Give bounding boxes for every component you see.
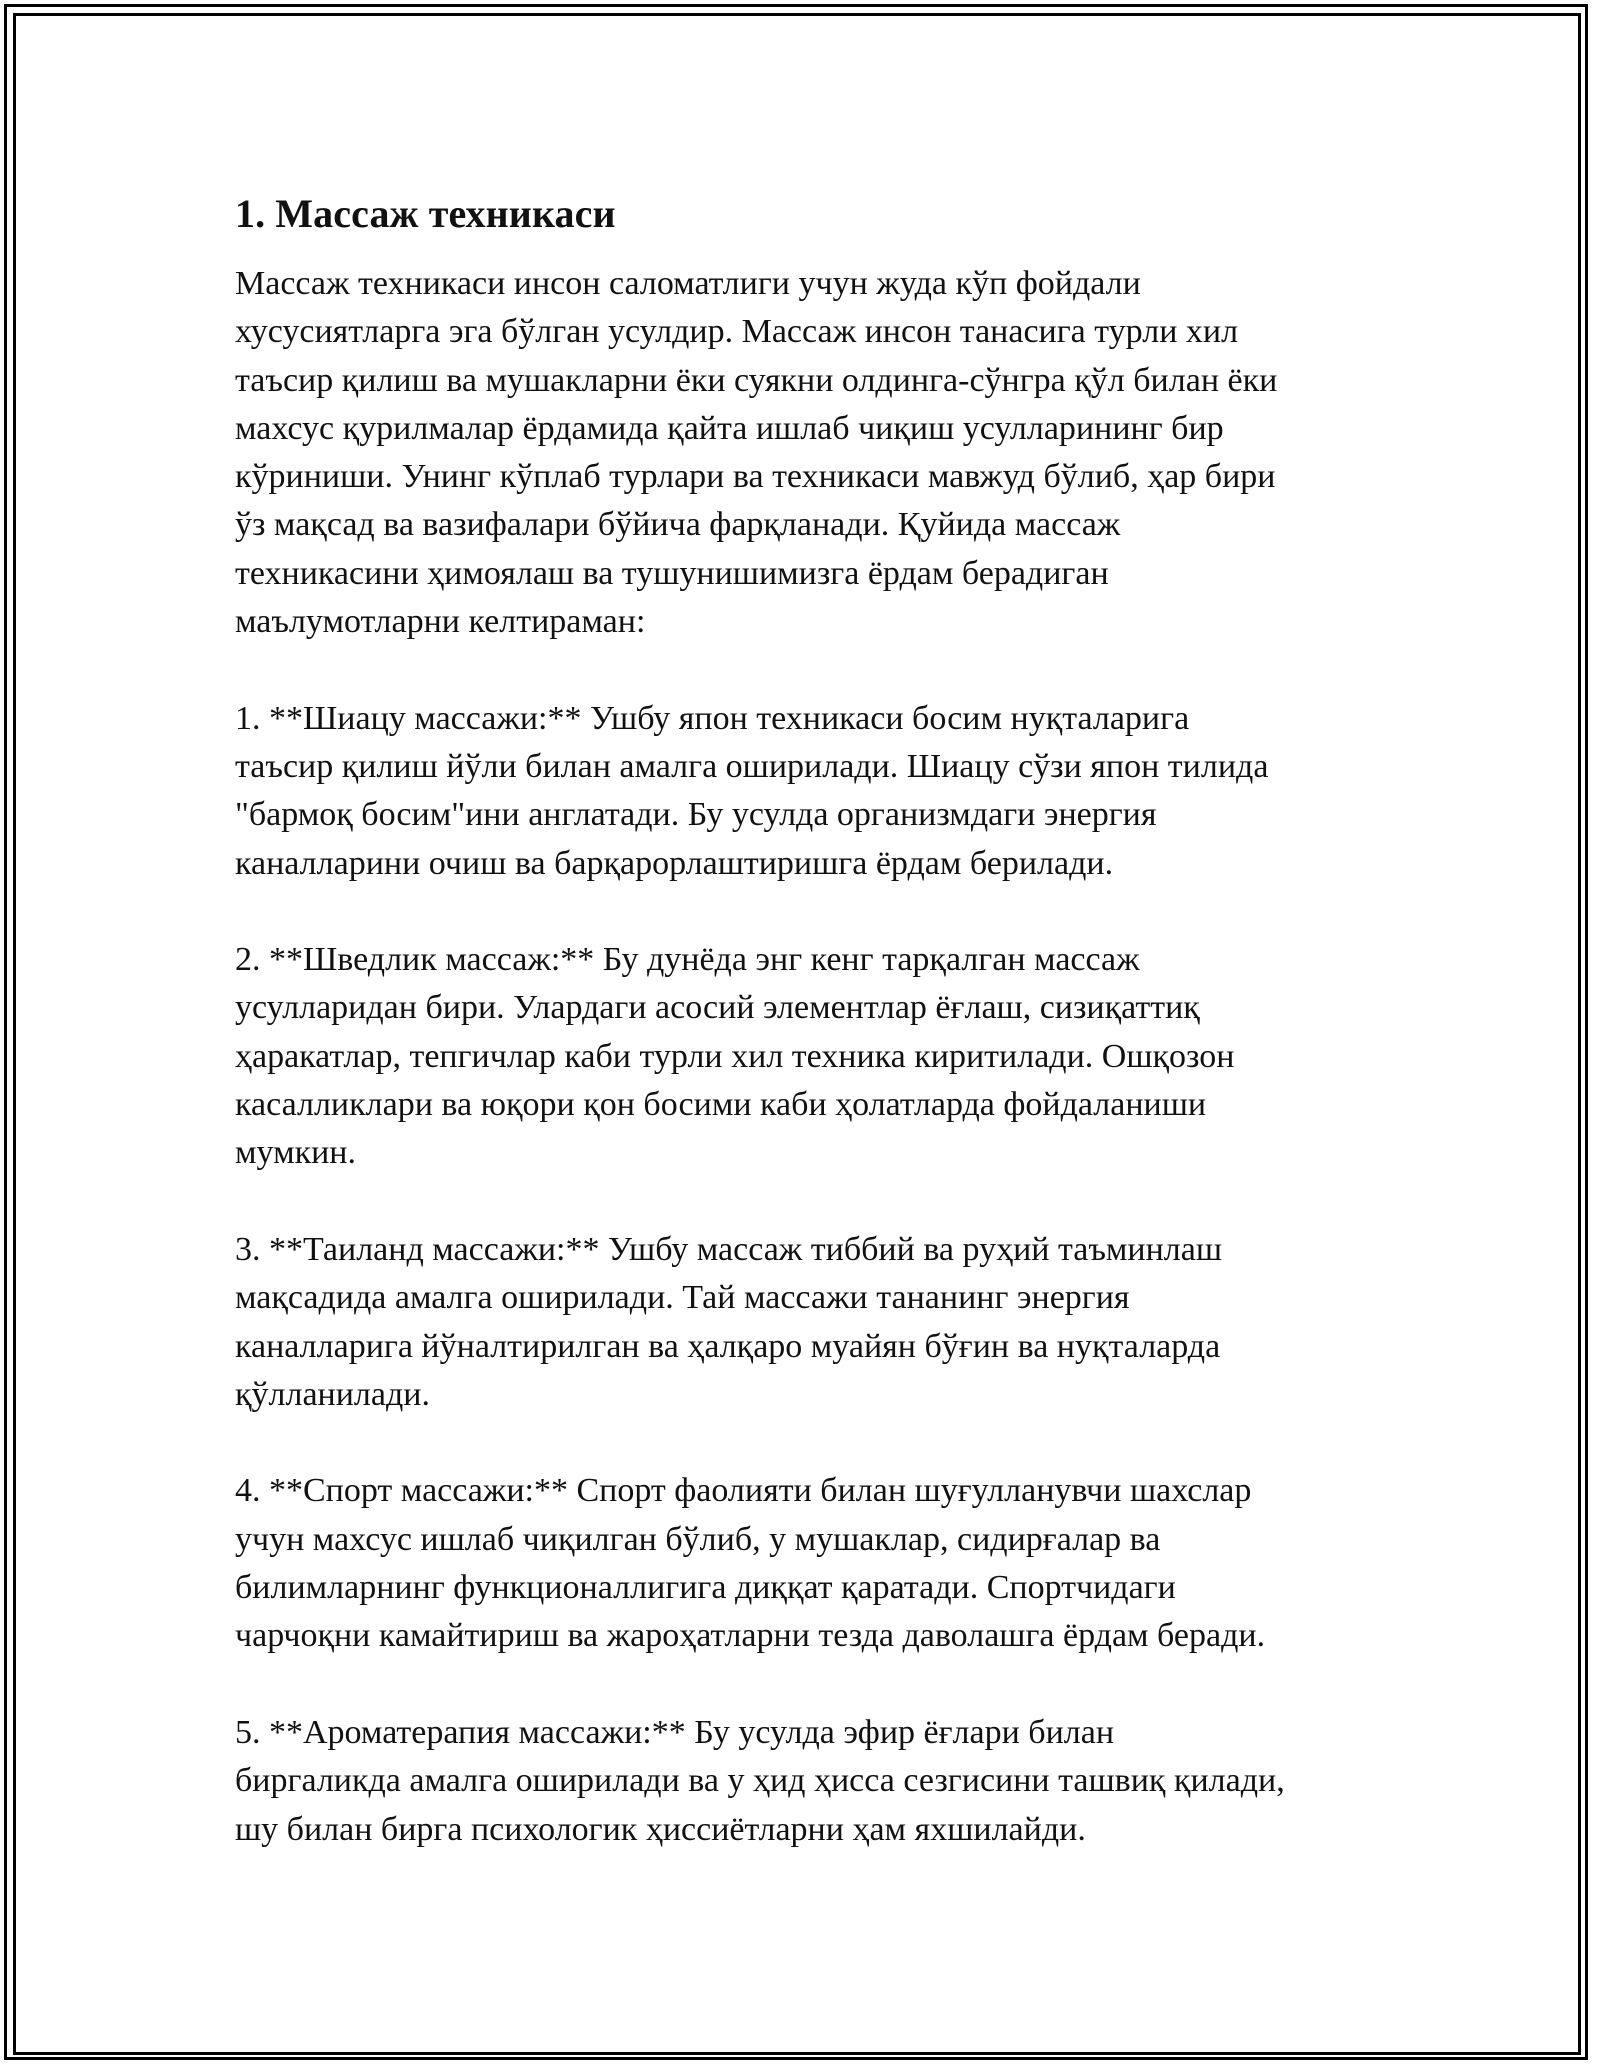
list-item-swedish: 2. **Шведлик массаж:** Бу дунёда энг кенг тарқалган массаж усулларидан бири. Улардаги асосий элементлар ёғлаш, сизиқаттиқ ҳаракатлар, тепгичлар каби турли хил техника киритилади. Ошқозон касалликлари ва юқори қон босими каби ҳолатларда фойдаланиши мумкин. (235, 941, 1235, 1172)
section-heading: 1. Массаж техникаси (235, 191, 616, 236)
list-item-sport: 4. **Спорт массажи:** Спорт фаолияти билан шуғулланувчи шахслар учун махсус ишлаб чиқилган бўлиб, у мушаклар, сидирғалар ва билимларнинг функционаллигига диққат қаратади. Спортчидаги чарчоқни камайтириш ва жароҳатларни тезда даволашга ёрдам беради. (235, 1472, 1266, 1655)
list-item-shiatsu: 1. **Шиацу массажи:** Ушбу япон техникаси босим нуқталарига таъсир қилиш йўли билан амалга оширилади. Шиацу сўзи япон тилида "бармоқ босим"ини англатади. Бу усулда организмдаги энергия каналларини очиш ва барқарорлаштиришга ёрдам берилади. (235, 699, 1269, 882)
list-item-thai: 3. **Таиланд массажи:** Ушбу массаж тиббий ва руҳий таъминлаш мақсадида амалга оширилади. Тай массажи тананинг энергия каналларига йўналтирилган ва ҳалқаро муайян бўғин ва нуқталарда қўлланилади. (235, 1230, 1223, 1413)
document-body (235, 188, 1375, 1854)
list-item-aromatherapy: 5. **Ароматерапия массажи:** Бу усулда эфир ёғлари билан биргаликда амалга оширилади ва у ҳид ҳисса сезгисини ташвиқ қилади, шу билан бирга психологик ҳиссиётларни ҳам яхшилайди. (235, 1713, 1285, 1848)
intro-paragraph: Массаж техникаси инсон саломатлиги учун жуда кўп фойдали хусусиятларга эга бўлган усулдир. Массаж инсон танасига турли хил таъсир қилиш ва мушакларни ёки суякни олдинга-сўнгра қўл билан ёки махсус қурилмалар ёрдамида қайта ишлаб чиқиш усулларининг бир кўриниши. Унинг кўплаб турлари ва техникаси мавжуд бўлиб, ҳар бири ўз мақсад ва вазифалари бўйича фарқланади. Қуйида массаж техникасини ҳимоялаш ва тушунишимизга ёрдам берадиган маълумотларни келтираман: (235, 265, 1278, 641)
